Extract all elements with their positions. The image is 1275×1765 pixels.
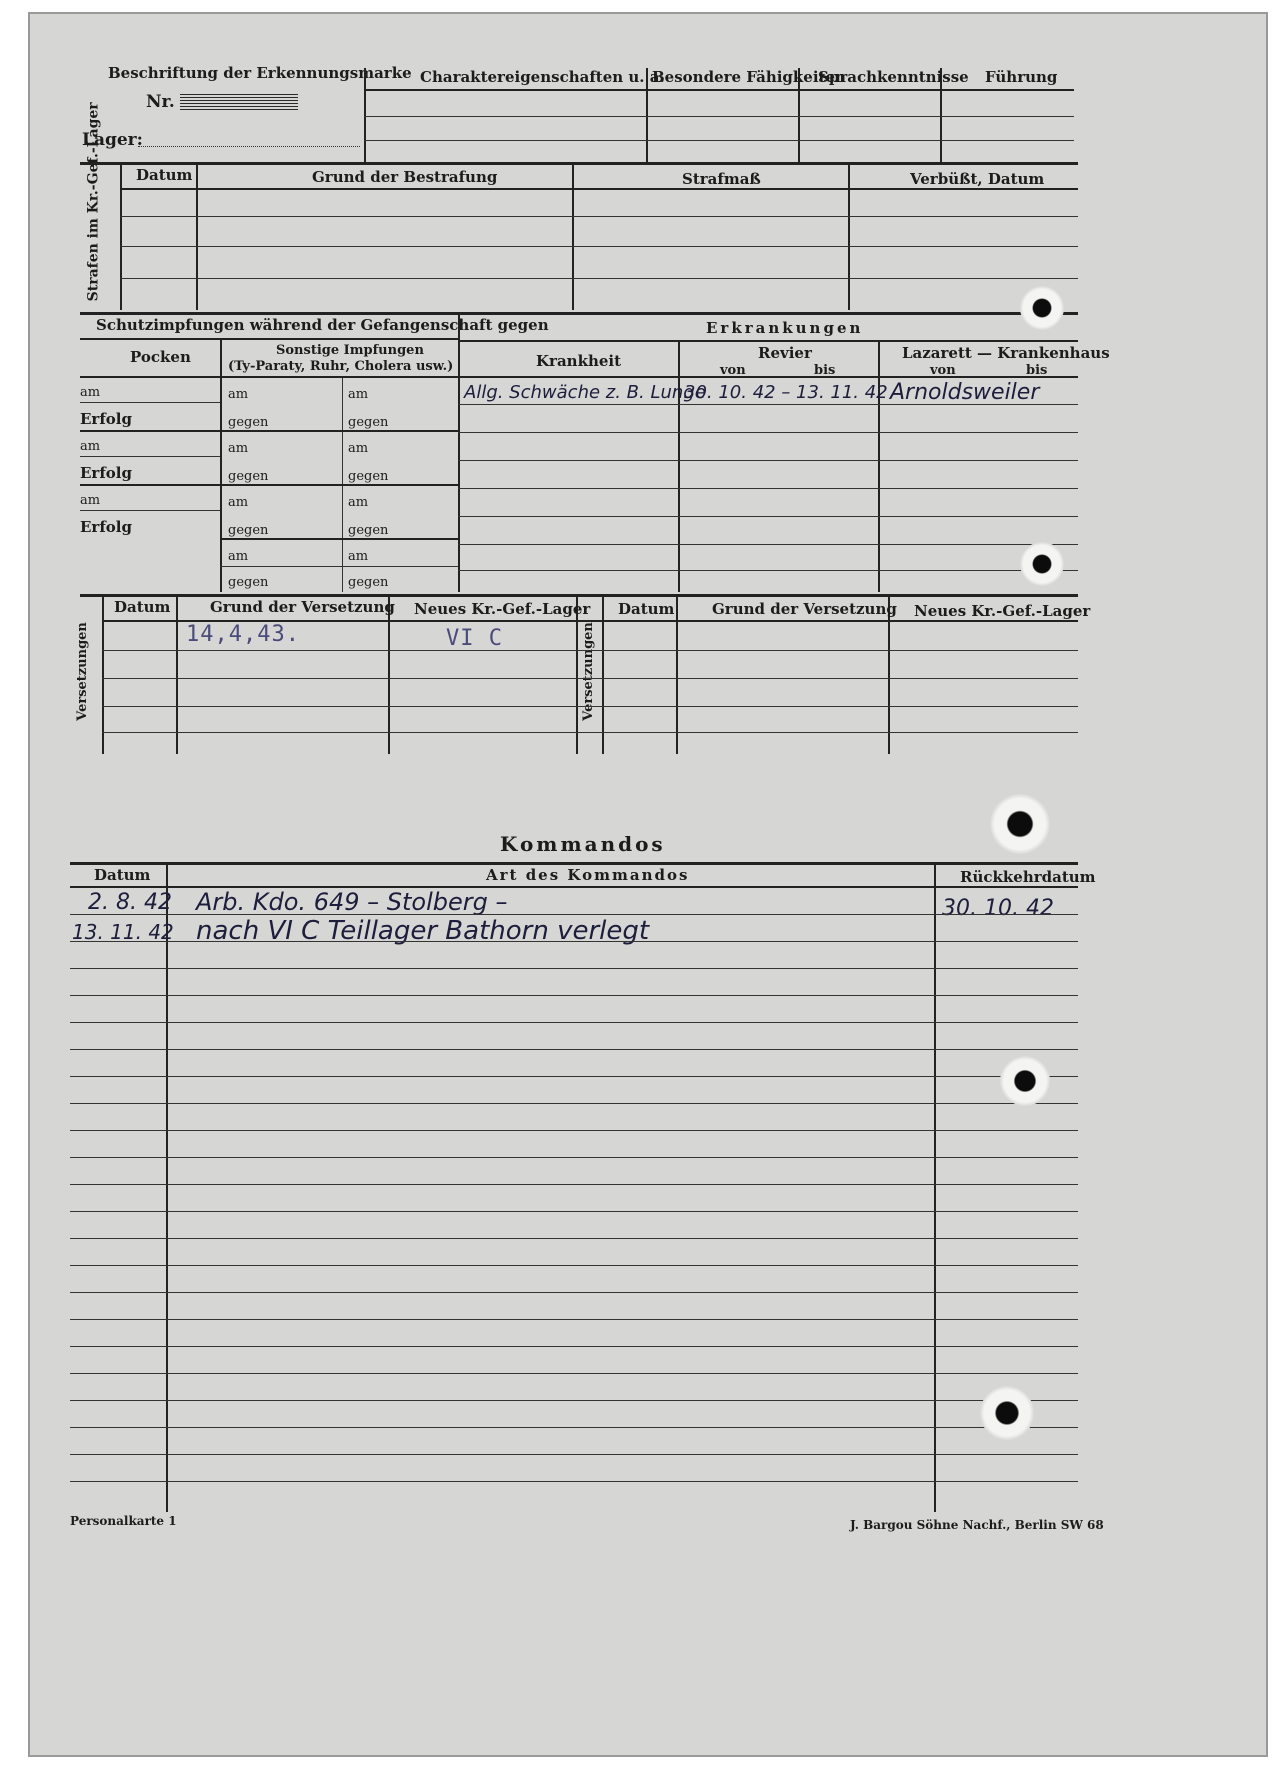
kommando-2-datum: 13. 11. 42 xyxy=(72,920,174,944)
footer-form-name: Personalkarte 1 xyxy=(70,1514,177,1528)
kommando-ruled-line xyxy=(70,1265,1078,1266)
kommando-ruled-line xyxy=(70,1346,1078,1347)
kommando-ruled-line xyxy=(70,1211,1078,1212)
impf-am-1a: am xyxy=(228,387,249,402)
personal-card xyxy=(28,12,1268,1757)
impf-am-3b: am xyxy=(348,495,369,510)
fuehrung-header: Führung xyxy=(985,68,1058,86)
lazarett-von: von xyxy=(930,363,956,378)
impf-gegen-2a: gegen xyxy=(228,469,269,484)
verbuesst-header: Verbüßt, Datum xyxy=(910,170,1045,188)
charakter-header: Charaktereigenschaften u. a. xyxy=(420,68,665,86)
kommandos-art-header: Art des Kommandos xyxy=(486,866,690,884)
punch-hole xyxy=(1000,1056,1050,1106)
faehigkeiten-header: Besondere Fähigkeiten xyxy=(652,68,846,86)
pocken-erfolg-3: Erfolg xyxy=(80,518,132,536)
lager-dotted-line xyxy=(138,146,360,147)
kommando-ruled-line xyxy=(70,1076,1078,1077)
kommando-ruled-line xyxy=(70,1373,1078,1374)
lazarett-bis: bis xyxy=(1026,363,1048,378)
versetzungen-side-label-right: Versetzungen xyxy=(581,622,597,721)
kommando-1-rueckkehr: 30. 10. 42 xyxy=(942,896,1054,921)
vers-neues-header-right: Neues Kr.-Gef.-Lager xyxy=(914,602,1091,620)
kommando-ruled-line xyxy=(70,1130,1078,1131)
kommandos-rueckkehr-header: Rückkehrdatum xyxy=(960,868,1096,886)
impf-gegen-3a: gegen xyxy=(228,523,269,538)
impf-am-4b: am xyxy=(348,549,369,564)
kommando-ruled-line xyxy=(70,1292,1078,1293)
pocken-am-3: am xyxy=(80,493,101,508)
vers-datum-header-right: Datum xyxy=(618,600,675,618)
impf-gegen-1b: gegen xyxy=(348,415,389,430)
kommando-ruled-line xyxy=(70,1157,1078,1158)
krankheit-header: Krankheit xyxy=(536,352,622,370)
vers-grund-entry: 14,4,43. xyxy=(186,622,300,647)
punch-hole xyxy=(990,794,1050,854)
erkrankung-krankheit-entry: Allg. Schwäche z. B. Lunge xyxy=(464,382,706,403)
vers-grund-header-left: Grund der Versetzung xyxy=(210,598,395,616)
kommando-ruled-line xyxy=(70,1481,1078,1482)
strafmass-header: Strafmaß xyxy=(682,170,761,188)
kommando-ruled-line xyxy=(70,1103,1078,1104)
impf-gegen-1a: gegen xyxy=(228,415,269,430)
punch-hole xyxy=(1020,542,1064,586)
impf-am-2a: am xyxy=(228,441,249,456)
punch-hole xyxy=(980,1386,1034,1440)
vers-grund-header-right: Grund der Versetzung xyxy=(712,600,897,618)
kommando-2-art: nach VI C Teillager Bathorn verlegt xyxy=(196,916,650,946)
impf-gegen-4a: gegen xyxy=(228,575,269,590)
versetzungen-side-label-left: Versetzungen xyxy=(75,622,91,721)
pocken-erfolg-1: Erfolg xyxy=(80,410,132,428)
kommando-ruled-line xyxy=(70,1400,1078,1401)
pocken-am-1: am xyxy=(80,385,101,400)
impf-am-2b: am xyxy=(348,441,369,456)
lazarett-header: Lazarett — Krankenhaus xyxy=(902,344,1110,362)
revier-header: Revier xyxy=(758,344,812,362)
kommando-ruled-line xyxy=(70,1427,1078,1428)
vers-lager-entry: VI C xyxy=(446,626,503,651)
kommandos-title: Kommandos xyxy=(500,832,666,856)
pocken-header: Pocken xyxy=(130,348,191,366)
kommando-ruled-line xyxy=(70,1049,1078,1050)
impf-gegen-4b: gegen xyxy=(348,575,389,590)
kommando-ruled-line xyxy=(70,1319,1078,1320)
impf-am-1b: am xyxy=(348,387,369,402)
nr-field-lines xyxy=(180,94,298,112)
erkrankungen-title: Erkrankungen xyxy=(706,319,864,337)
strafen-side-label: Strafen im Kr.-Gef.-Lager xyxy=(85,102,102,302)
strafen-grund-header: Grund der Bestrafung xyxy=(312,168,498,186)
impf-title: Schutzimpfungen während der Gefangenschaft gegen xyxy=(96,316,549,334)
kommando-1-art: Arb. Kdo. 649 – Stolberg – xyxy=(196,888,508,916)
nr-label: Nr. xyxy=(146,92,175,112)
punch-hole xyxy=(1020,286,1064,330)
kommando-ruled-line xyxy=(70,1454,1078,1455)
pocken-erfolg-2: Erfolg xyxy=(80,464,132,482)
erkrankung-lazarett-entry: Arnoldsweiler xyxy=(890,380,1040,405)
kommando-1-datum: 2. 8. 42 xyxy=(88,890,172,915)
sonstige-header: Sonstige Impfungen xyxy=(276,343,424,358)
kommando-ruled-line xyxy=(70,1238,1078,1239)
strafen-datum-header: Datum xyxy=(136,166,193,184)
revier-bis: bis xyxy=(814,363,836,378)
sonstige-subheader: (Ty-Paraty, Ruhr, Cholera usw.) xyxy=(228,359,454,374)
kommando-ruled-line xyxy=(70,1184,1078,1185)
revier-von: von xyxy=(720,363,746,378)
lager-label: Lager: xyxy=(82,130,143,150)
impf-gegen-3b: gegen xyxy=(348,523,389,538)
kommando-ruled-line xyxy=(70,995,1078,996)
kommando-ruled-line xyxy=(70,941,1078,942)
sprachen-header: Sprachkenntnisse xyxy=(818,68,969,86)
erkrankung-revier-entry: 30. 10. 42 – 13. 11. 42 xyxy=(684,382,888,403)
impf-am-4a: am xyxy=(228,549,249,564)
impf-am-3a: am xyxy=(228,495,249,510)
impf-gegen-2b: gegen xyxy=(348,469,389,484)
pocken-am-2: am xyxy=(80,439,101,454)
vers-datum-header-left: Datum xyxy=(114,598,171,616)
vers-neues-header-left: Neues Kr.-Gef.-Lager xyxy=(414,600,591,618)
kommandos-datum-header: Datum xyxy=(94,866,151,884)
kommando-ruled-line xyxy=(70,968,1078,969)
beschriftung-label: Beschriftung der Erkennungsmarke xyxy=(108,64,412,82)
kommando-ruled-line xyxy=(70,1022,1078,1023)
footer-printer: J. Bargou Söhne Nachf., Berlin SW 68 xyxy=(850,1518,1104,1532)
kommando-ruled-line xyxy=(70,914,1078,915)
